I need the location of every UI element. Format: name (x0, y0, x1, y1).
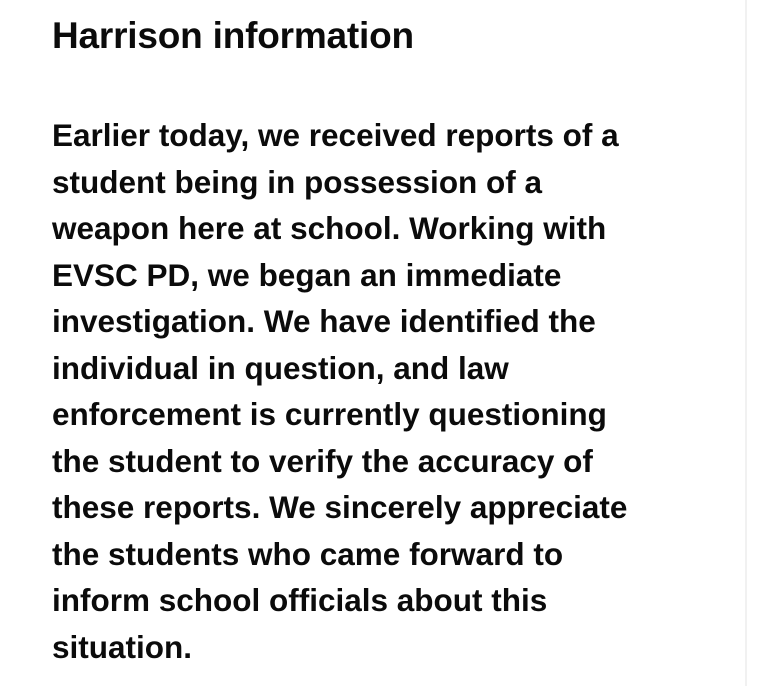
message-line: student being in possession of a (52, 163, 543, 200)
message-line: inform school officials about this (52, 582, 548, 618)
message-line: situation. (52, 628, 192, 665)
message-body (52, 112, 627, 670)
message-line: the student to verify the accuracy of (52, 442, 593, 479)
message-line: investigation. We have identified the (52, 303, 596, 339)
message-line: enforcement is currently questioning (52, 396, 607, 432)
message-line: Earlier today, we received reports of a (52, 117, 619, 153)
message-line: the students who came forward to (52, 535, 564, 572)
message-line: weapon here at school. Working with (52, 210, 607, 246)
message-line: these reports. We sincerely appreciate (52, 489, 628, 525)
document-title: Harrison information (52, 15, 414, 56)
message-line: EVSC PD, we began an immediate (52, 256, 562, 293)
message-line: individual in question, and law (52, 349, 509, 386)
page-edge-divider (745, 0, 747, 686)
